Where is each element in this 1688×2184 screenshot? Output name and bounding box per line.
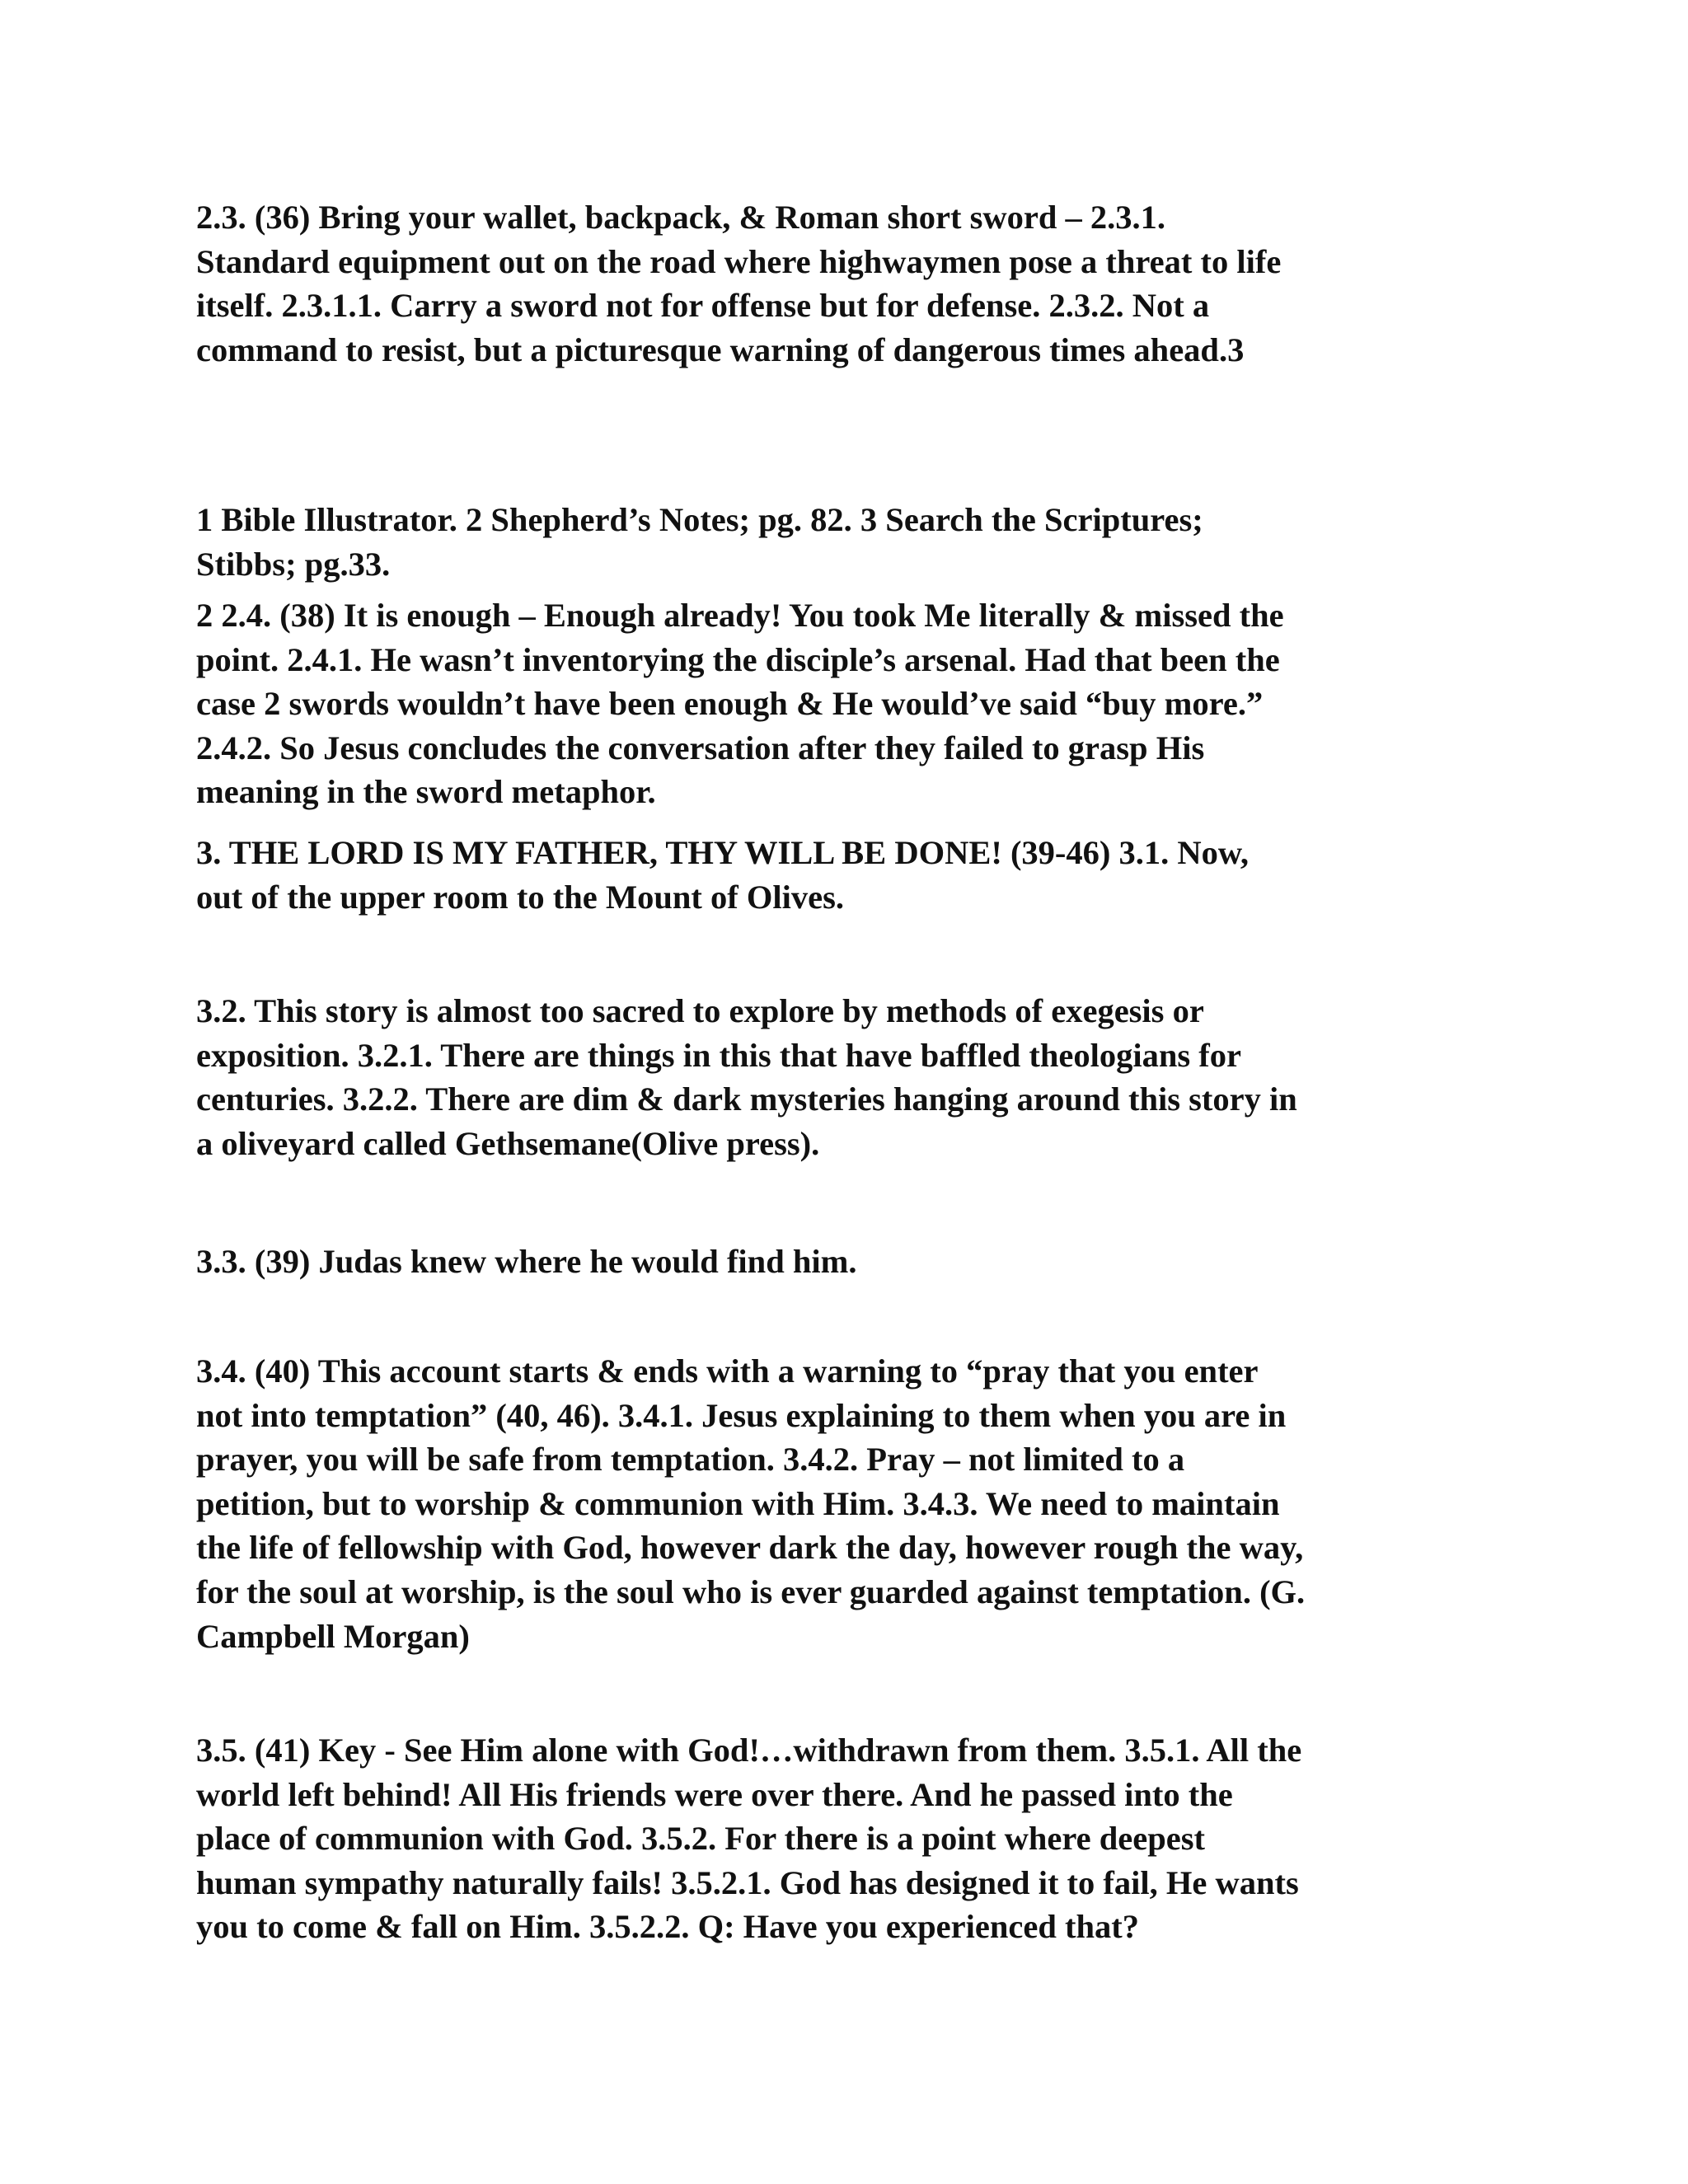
text-line: point. 2.4.1. He wasn’t inventorying the disciple’s arsenal. Had that been the xyxy=(196,640,1280,678)
text-line: 3.2. This story is almost too sacred to explore by methods of exegesis or xyxy=(196,992,1204,1029)
text-line: case 2 swords wouldn’t have been enough & He would’ve said “buy more.” xyxy=(196,685,1264,723)
text-line: human sympathy naturally fails! 3.5.2.1. God has designed it to fail, He wants xyxy=(196,1863,1299,1901)
footnotes xyxy=(196,498,1482,586)
text-line: petition, but to worship & communion with Him. 3.4.3. We need to maintain xyxy=(196,1484,1280,1522)
text-line: itself. 2.3.1.1. Carry a sword not for offense but for defense. 2.3.2. Not a xyxy=(196,287,1210,325)
text-line: 2.4.2. So Jesus concludes the conversation after they failed to grasp His xyxy=(196,729,1205,766)
section-3-heading xyxy=(196,831,1482,919)
text-line: centuries. 3.2.2. There are dim & dark mysteries hanging around this story in xyxy=(196,1080,1297,1118)
text-line: not into temptation” (40, 46). 3.4.1. Jesus explaining to them when you are in xyxy=(196,1396,1287,1434)
text-line: Standard equipment out on the road where highwaymen pose a threat to life xyxy=(196,242,1282,280)
text-line: you to come & fall on Him. 3.5.2.2. Q: Have you experienced that? xyxy=(196,1908,1139,1946)
paragraph-2-4-it-is-enough xyxy=(196,593,1482,814)
text-line: command to resist, but a picturesque warning of dangerous times ahead.3 xyxy=(196,330,1245,368)
text-line: 3. THE LORD IS MY FATHER, THY WILL BE DONE! (39-46) 3.1. Now, xyxy=(196,834,1250,871)
text-line: prayer, you will be safe from temptation. 3.4.2. Pray – not limited to a xyxy=(196,1441,1185,1479)
text-line: exposition. 3.2.1. There are things in this that have baffled theologians for xyxy=(196,1036,1241,1074)
paragraph-2-3-bring-wallet xyxy=(196,195,1482,372)
text-line: out of the upper room to the Mount of Olives. xyxy=(196,878,844,916)
text-line: Stibbs; pg.33. xyxy=(196,545,391,583)
text-line: 1 Bible Illustrator. 2 Shepherd’s Notes; pg. 82. 3 Search the Scriptures; xyxy=(196,501,1203,538)
text-line: meaning in the sword metaphor. xyxy=(196,773,656,811)
text-line: Campbell Morgan) xyxy=(196,1617,470,1655)
paragraph-3-3-judas xyxy=(196,1240,1482,1284)
text-line: a oliveyard called Gethsemane(Olive press). xyxy=(196,1124,820,1162)
text-line: 3.5. (41) Key - See Him alone with God!…withdrawn from them. 3.5.1. All the xyxy=(196,1732,1302,1769)
text-line: 2.3. (36) Bring your wallet, backpack, & Roman short sword – 2.3.1. xyxy=(196,199,1166,236)
paragraph-3-5-alone-with-god xyxy=(196,1728,1482,1949)
text-line: place of communion with God. 3.5.2. For there is a point where deepest xyxy=(196,1820,1205,1858)
text-line: world left behind! All His friends were over there. And he passed into the xyxy=(196,1775,1233,1813)
paragraph-3-2-sacred-story xyxy=(196,989,1482,1165)
text-line: 3.3. (39) Judas knew where he would find him. xyxy=(196,1243,857,1280)
text-line: the life of fellowship with God, however dark the day, however rough the way, xyxy=(196,1529,1304,1567)
text-line: 2 2.4. (38) It is enough – Enough already! You took Me literally & missed the xyxy=(196,597,1284,634)
paragraph-3-4-pray xyxy=(196,1349,1482,1658)
text-line: for the soul at worship, is the soul who is ever guarded against temptation. (G. xyxy=(196,1572,1306,1610)
text-line: 3.4. (40) This account starts & ends with a warning to “pray that you enter xyxy=(196,1352,1259,1390)
